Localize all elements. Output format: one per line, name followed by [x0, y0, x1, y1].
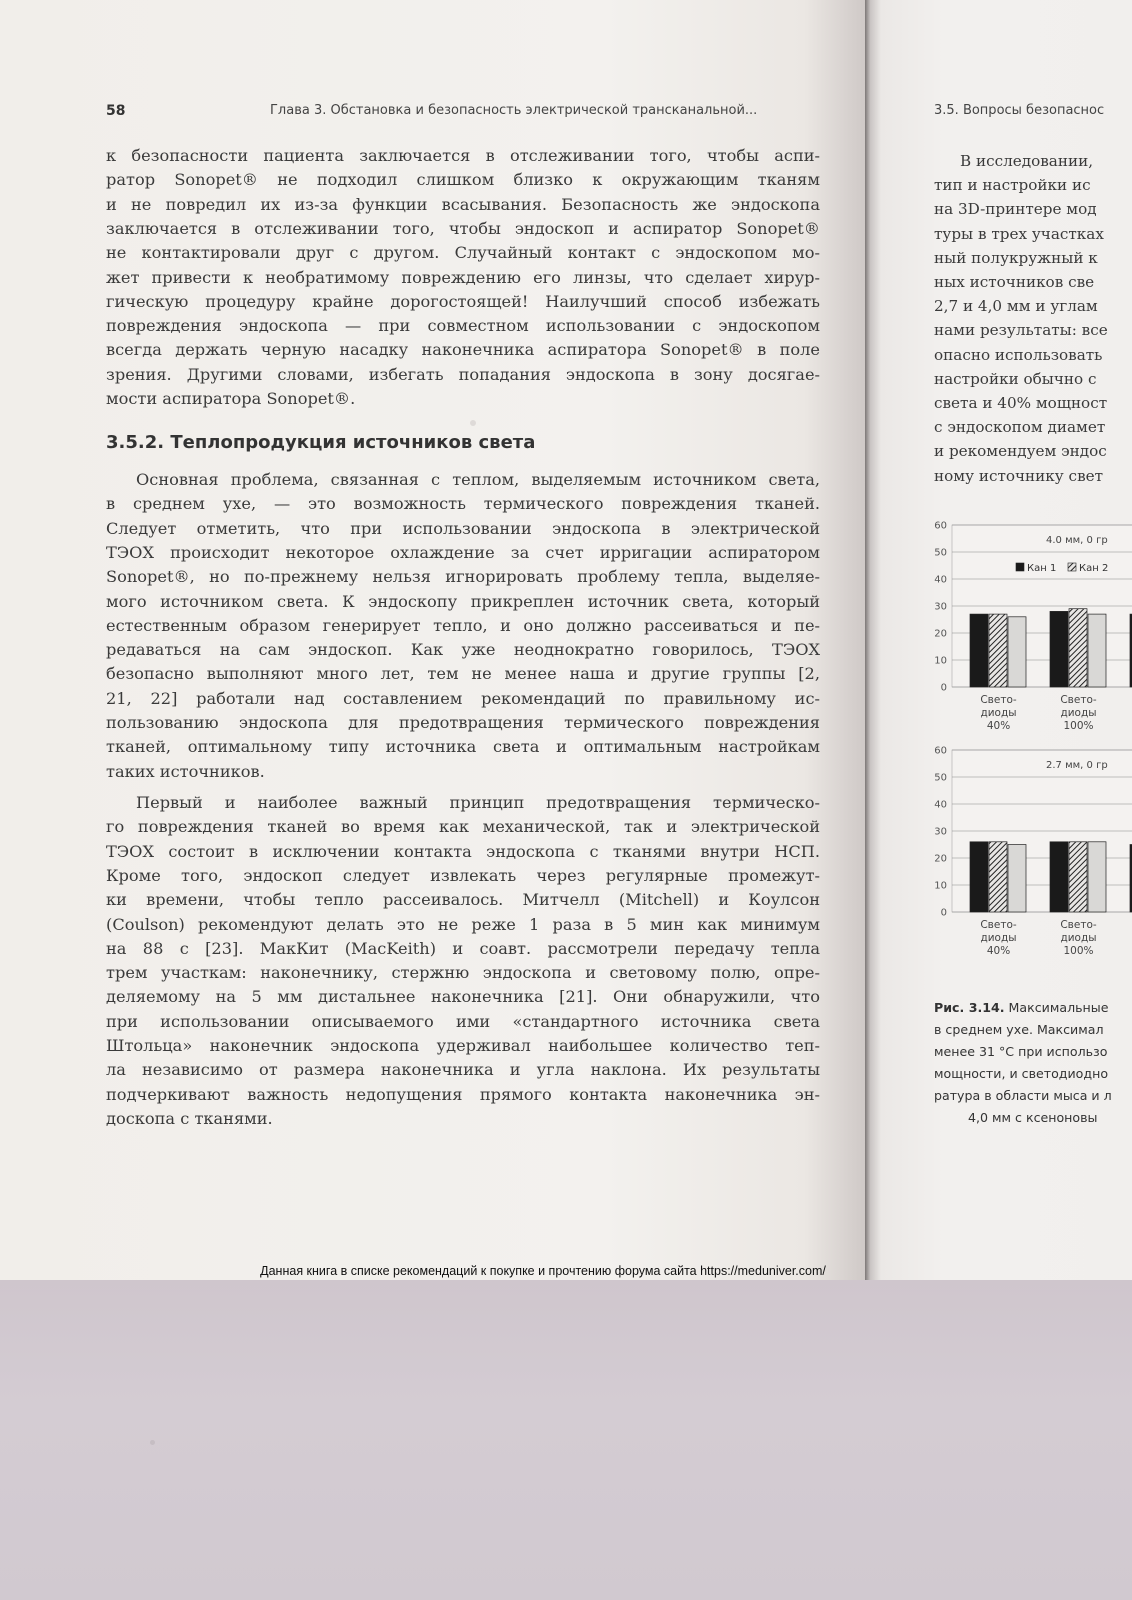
category-label: 40%: [986, 720, 1011, 732]
text-line: Кроме того, эндоскоп следует извлекать через регулярные промежут-: [106, 865, 820, 885]
text-line: Следует отметить, что при использовании эндоскопа в электрической: [106, 518, 820, 538]
category-label: 100%: [1063, 720, 1094, 732]
bar: [1050, 842, 1068, 912]
caption-text: ратура в области мыса и л: [934, 1088, 1112, 1103]
text-line: мости аспиратора Sonopet®.: [106, 389, 356, 408]
text-line: Первый и наиболее важный принцип предотвращения термическо-: [136, 793, 820, 812]
caption-line: [968, 1110, 1098, 1125]
caption-text: 4,0 мм с ксеноновы: [968, 1110, 1098, 1125]
chart-bottom-svg: [928, 740, 1132, 970]
text-line: подчеркивают важность недопущения прямого контакта наконечника эн-: [106, 1084, 820, 1104]
category-label: Свето-: [980, 694, 1017, 706]
text-line: 21, 22] работали над составлением рекомендаций по правильному ис-: [106, 688, 820, 708]
text-line: и рекомендуем эндос: [934, 442, 1107, 461]
text-line: нами результаты: все: [934, 321, 1108, 340]
chart-bottom: [928, 740, 1132, 974]
text-line: туры в трех участках: [934, 224, 1104, 243]
text-line: на 3D-принтере мод: [934, 200, 1097, 219]
text-line: света и 40% мощност: [934, 394, 1108, 412]
text-line: таких источников.: [106, 761, 265, 781]
bar: [1069, 842, 1087, 912]
text-line: пользованию эндоскопа для предотвращения термического повреждения: [106, 713, 820, 732]
text-line: тип и настройки ис: [934, 176, 1091, 195]
text-line: всегда держать черную насадку наконечника аспиратора Sonopet® в поле: [106, 340, 820, 360]
legend-swatch: [1016, 563, 1024, 571]
text-line: повреждения эндоскопа — при совместном использовании с эндоскопом: [106, 316, 820, 336]
caption-line: [934, 1066, 1108, 1081]
text-line: ных источников све: [934, 273, 1095, 291]
bar: [1088, 842, 1106, 912]
y-tick-label: 10: [934, 655, 947, 667]
y-tick-label: 60: [934, 520, 947, 532]
text-line: тканей, оптимальному типу источника света и оптимальным настройкам: [106, 737, 820, 757]
bar: [1050, 611, 1068, 687]
text-line: ки времени, чтобы тепло рассеивалось. Митчелл (Mitchell) и Коулсон: [106, 890, 820, 910]
text-line: ному источнику свет: [934, 466, 1104, 485]
text-line: ТЭОХ состоит в исключении контакта эндоскопа с тканями внутри НСП.: [106, 841, 820, 861]
text-line: в среднем ухе, — это возможность термического повреждения тканей.: [106, 494, 820, 514]
text-line: настройки обычно с: [934, 369, 1097, 388]
legend-label: Кан 1: [1027, 563, 1057, 574]
y-tick-label: 40: [934, 574, 947, 586]
y-tick-label: 50: [934, 772, 947, 784]
caption-text: в среднем ухе. Максимал: [934, 1022, 1104, 1037]
bar: [1008, 845, 1026, 913]
text-line: не контактировали друг с другом. Случайный контакт с эндоскопом мо-: [106, 243, 820, 263]
speck: [150, 1440, 155, 1445]
chart-title: 4.0 мм, 0 гр: [1046, 535, 1108, 546]
bar: [1088, 614, 1106, 687]
chart-top-svg: [928, 515, 1132, 745]
caption-figure-label: Рис. 3.14.: [934, 1000, 1005, 1015]
text-line: (Coulson) рекомендуют делать это не реже 1 раза в 5 мин как минимум: [106, 914, 820, 934]
legend-swatch: [1068, 563, 1076, 571]
running-title: Глава 3. Обстановка и безопасность электрической трансканальной...: [270, 103, 758, 118]
y-tick-label: 50: [934, 547, 947, 559]
caption-text: менее 31 °С при использо: [934, 1044, 1108, 1059]
caption-line: [934, 1000, 1108, 1015]
y-tick-label: 0: [940, 682, 947, 694]
text-line: Основная проблема, связанная с теплом, выделяемым источником света,: [136, 470, 820, 489]
category-label: диоды: [980, 932, 1017, 944]
text-line: 2,7 и 4,0 мм и углам: [934, 297, 1098, 316]
text-line: гическую процедуру крайне дорогостоящей! Наилучший способ избежать: [106, 291, 820, 311]
speck: [470, 420, 476, 426]
text-line: на 88 с [23]. МакКит (MacKeith) и соавт. рассмотрели передачу тепла: [106, 938, 820, 958]
bar: [970, 614, 988, 687]
category-label: диоды: [1060, 932, 1097, 944]
text-line: заключается в отслеживании того, чтобы эндоскоп и аспиратор Sonopet®: [106, 218, 820, 238]
y-tick-label: 30: [934, 601, 947, 613]
text-line: жет привести к необратимому повреждению его линзы, что сделает хирур-: [106, 267, 820, 287]
page-number: 58: [106, 103, 126, 119]
text-line: В исследовании,: [960, 152, 1094, 170]
bar: [989, 614, 1007, 687]
category-label: 40%: [986, 945, 1011, 957]
category-label: диоды: [1060, 707, 1097, 719]
category-label: Свето-: [1060, 919, 1097, 931]
text-line: ный полукружный к: [934, 248, 1098, 267]
text-line: ратор Sonopet® не подходил слишком близко к окружающим тканям: [106, 170, 820, 190]
text-line: редаваться на сам эндоскоп. Как уже неоднократно говорилось, ТЭОХ: [106, 640, 820, 660]
text-line: и не повредил их из-за функции всасывания. Безопасность же эндоскопа: [106, 194, 820, 214]
category-label: Свето-: [980, 919, 1017, 931]
right-running-title: 3.5. Вопросы безопаснос: [934, 103, 1105, 118]
text-line: зрения. Другими словами, избегать попадания эндоскопа в зону досягае-: [106, 364, 820, 384]
text-line: доскопа с тканями.: [106, 1108, 273, 1128]
caption-line: [934, 1044, 1107, 1059]
bar: [1008, 617, 1026, 687]
text-line: опасно использовать: [934, 345, 1103, 364]
bar: [989, 842, 1007, 912]
text-line: мого источником света. К эндоскопу прикреплен источник света, который: [106, 591, 820, 611]
category-label: Свето-: [1060, 694, 1097, 706]
text-line: с эндоскопом диамет: [934, 418, 1106, 437]
text-line: ТЭОХ происходит некоторое охлаждение за счет ирригации аспиратором: [106, 542, 820, 562]
y-tick-label: 0: [940, 907, 947, 919]
y-tick-label: 20: [934, 853, 947, 865]
section-heading: 3.5.2. Теплопродукция источников света: [106, 432, 536, 453]
y-tick-label: 10: [934, 880, 947, 892]
category-label: диоды: [980, 707, 1017, 719]
scanner-background: [0, 1280, 1132, 1600]
caption-line: [934, 1022, 1104, 1037]
text-line: деляемому на 5 мм дистальнее наконечника [21]. Они обнаружили, что: [106, 987, 820, 1007]
text-line: ла независимо от размера наконечника и угла наклона. Их результаты: [106, 1060, 820, 1080]
y-tick-label: 60: [934, 745, 947, 757]
caption-text: Максимальные: [1004, 1000, 1109, 1015]
text-line: Sonopet®, но по-прежнему нельзя игнорировать проблему тепла, выделяе-: [106, 567, 820, 587]
bar: [970, 842, 988, 912]
text-line: го повреждения тканей во время как механической, так и электрической: [106, 817, 820, 837]
y-tick-label: 30: [934, 826, 947, 838]
chart-title: 2.7 мм, 0 гр: [1046, 760, 1108, 771]
y-tick-label: 40: [934, 799, 947, 811]
text-line: трем участкам: наконечнику, стержню эндоскопа и световому полю, опре-: [106, 963, 820, 983]
y-tick-label: 20: [934, 628, 947, 640]
footer-note: Данная книга в списке рекомендаций к покупке и прочтению форума сайта https://meduniver.com/: [260, 1264, 826, 1278]
bar: [1069, 609, 1087, 687]
legend-label: Кан 2: [1079, 563, 1109, 574]
text-line: безопасно выполняют много лет, тем не менее наша и другие группы [2,: [106, 664, 820, 684]
text-line: естественным образом генерирует тепло, и оно должно рассеиваться и пе-: [106, 615, 820, 635]
chart-top: [928, 515, 1132, 749]
text-line: Штольца» наконечник эндоскопа удерживал наибольшее количество теп-: [106, 1036, 820, 1055]
category-label: 100%: [1063, 945, 1094, 957]
text-line: при использовании описываемого ими «стандартного источника света: [106, 1011, 820, 1031]
caption-text: мощности, и светодиодно: [934, 1066, 1109, 1081]
caption-line: [934, 1088, 1112, 1103]
text-line: к безопасности пациента заключается в отслеживании того, чтобы аспи-: [106, 146, 820, 165]
